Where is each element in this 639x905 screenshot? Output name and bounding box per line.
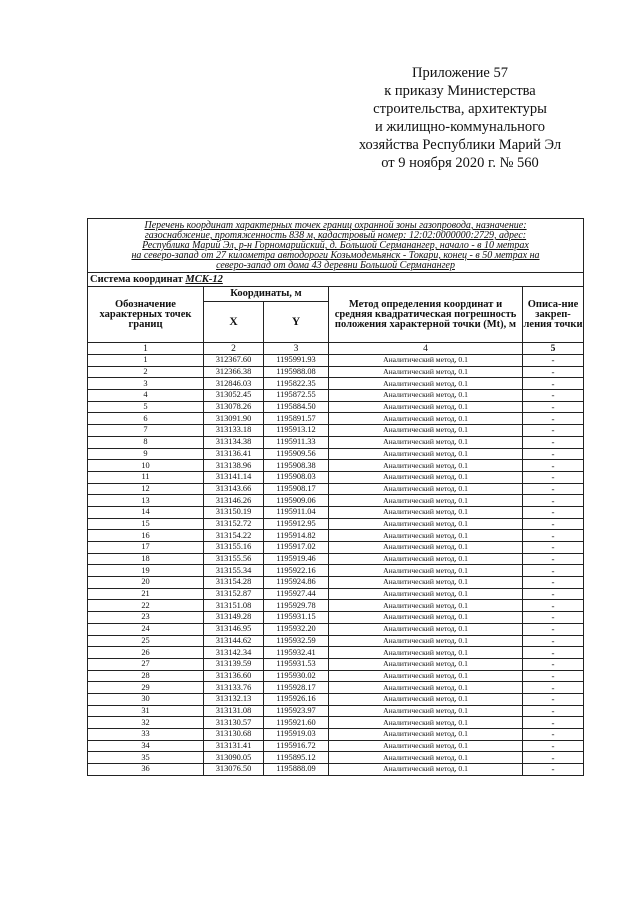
method: Аналитический метод, 0.1	[329, 495, 523, 507]
coordinate-x: 313144.62	[204, 635, 264, 647]
table-row	[88, 483, 584, 495]
table-row	[88, 355, 584, 367]
coordinate-y: 1195912.95	[264, 518, 329, 530]
table-row	[88, 460, 584, 472]
coordinate-x: 313138.96	[204, 460, 264, 472]
fixing-description: -	[523, 658, 584, 670]
table-row	[88, 577, 584, 589]
method: Аналитический метод, 0.1	[329, 670, 523, 682]
point-number: 5	[88, 401, 204, 413]
table-row	[88, 378, 584, 390]
coordinate-y: 1195908.38	[264, 460, 329, 472]
table-row	[88, 495, 584, 507]
coordinate-y: 1195872.55	[264, 390, 329, 402]
coordinate-y: 1195926.16	[264, 693, 329, 705]
table-row	[88, 682, 584, 694]
header-designation: Обозначение характерных точек границ	[88, 287, 204, 343]
point-number: 35	[88, 752, 204, 764]
point-number: 30	[88, 693, 204, 705]
method: Аналитический метод, 0.1	[329, 530, 523, 542]
coordinate-y: 1195909.56	[264, 448, 329, 460]
header-line: от 9 ноября 2020 г. № 560	[381, 155, 539, 171]
coordinate-x: 313078.26	[204, 401, 264, 413]
point-number: 18	[88, 553, 204, 565]
method: Аналитический метод, 0.1	[329, 436, 523, 448]
table-row	[88, 600, 584, 612]
coordinate-x: 313141.14	[204, 471, 264, 483]
coordinate-y: 1195922.16	[264, 565, 329, 577]
coordinate-y: 1195891.57	[264, 413, 329, 425]
header-line: хозяйства Республики Марий Эл	[358, 137, 562, 153]
point-number: 31	[88, 705, 204, 717]
table-row	[88, 612, 584, 624]
method: Аналитический метод, 0.1	[329, 623, 523, 635]
coordinate-y: 1195931.53	[264, 658, 329, 670]
coordinate-system-row	[88, 273, 584, 287]
fixing-description: -	[523, 612, 584, 624]
coordinate-y: 1195991.93	[264, 355, 329, 367]
table-row	[88, 658, 584, 670]
fixing-description: -	[523, 588, 584, 600]
table-row	[88, 565, 584, 577]
method: Аналитический метод, 0.1	[329, 764, 523, 776]
title-line: газоснабжение, протяженность 838 м, кадастровый номер: 12:02:0000000:2729, адрес:	[144, 230, 527, 241]
point-number: 28	[88, 670, 204, 682]
coordinate-y: 1195911.04	[264, 506, 329, 518]
point-number: 25	[88, 635, 204, 647]
table-row	[88, 436, 584, 448]
header-method: Метод определения координат и средняя квадратическая погрешность положения характерной точки (Mt), м	[329, 287, 523, 343]
table-row	[88, 413, 584, 425]
coordinate-system-label: Система координат	[90, 273, 183, 285]
table-row	[88, 506, 584, 518]
coordinate-x: 313155.16	[204, 542, 264, 554]
coordinate-x: 313091.90	[204, 413, 264, 425]
coordinate-x: 312367.60	[204, 355, 264, 367]
coordinate-y: 1195916.72	[264, 740, 329, 752]
table-row	[88, 448, 584, 460]
table-row	[88, 717, 584, 729]
table-row	[88, 530, 584, 542]
coordinate-x: 313131.41	[204, 740, 264, 752]
coordinate-system-name: МСК-12	[185, 273, 223, 285]
coordinate-x: 313090.05	[204, 752, 264, 764]
coordinates-table	[87, 218, 584, 776]
table-row	[88, 740, 584, 752]
point-number: 10	[88, 460, 204, 472]
method: Аналитический метод, 0.1	[329, 740, 523, 752]
point-number: 23	[88, 612, 204, 624]
method: Аналитический метод, 0.1	[329, 612, 523, 624]
point-number: 13	[88, 495, 204, 507]
column-number: 4	[329, 343, 523, 355]
table-row	[88, 729, 584, 741]
coordinate-y: 1195908.03	[264, 471, 329, 483]
coordinate-y: 1195919.03	[264, 729, 329, 741]
coordinate-x: 313146.95	[204, 623, 264, 635]
table-row	[88, 471, 584, 483]
coordinate-x: 313133.76	[204, 682, 264, 694]
coordinate-x: 313132.13	[204, 693, 264, 705]
table-title	[88, 219, 584, 273]
table-row	[88, 518, 584, 530]
column-number-row	[88, 343, 584, 355]
title-line: Республика Марий Эл, р-н Горномарийский, д. Большой Серманангер, начало - в 10 метрах	[142, 240, 529, 251]
column-number: 5	[523, 343, 584, 355]
fixing-description: -	[523, 495, 584, 507]
fixing-description: -	[523, 436, 584, 448]
point-number: 36	[88, 764, 204, 776]
fixing-description: -	[523, 600, 584, 612]
point-number: 17	[88, 542, 204, 554]
method: Аналитический метод, 0.1	[329, 717, 523, 729]
coordinate-x: 313146.26	[204, 495, 264, 507]
point-number: 24	[88, 623, 204, 635]
header-row	[88, 287, 584, 302]
point-number: 20	[88, 577, 204, 589]
fixing-description: -	[523, 542, 584, 554]
table-row	[88, 425, 584, 437]
method: Аналитический метод, 0.1	[329, 390, 523, 402]
header-line: к приказу Министерства	[384, 83, 536, 99]
fixing-description: -	[523, 565, 584, 577]
coordinate-y: 1195930.02	[264, 670, 329, 682]
fixing-description: -	[523, 682, 584, 694]
coordinate-x: 313151.08	[204, 600, 264, 612]
method: Аналитический метод, 0.1	[329, 460, 523, 472]
fixing-description: -	[523, 717, 584, 729]
coordinate-y: 1195932.59	[264, 635, 329, 647]
fixing-description: -	[523, 355, 584, 367]
point-number: 9	[88, 448, 204, 460]
method: Аналитический метод, 0.1	[329, 378, 523, 390]
table-row	[88, 588, 584, 600]
method: Аналитический метод, 0.1	[329, 425, 523, 437]
fixing-description: -	[523, 448, 584, 460]
coordinate-x: 313130.57	[204, 717, 264, 729]
coordinate-y: 1195932.41	[264, 647, 329, 659]
method: Аналитический метод, 0.1	[329, 658, 523, 670]
table-row	[88, 401, 584, 413]
point-number: 12	[88, 483, 204, 495]
coordinate-y: 1195884.50	[264, 401, 329, 413]
point-number: 15	[88, 518, 204, 530]
fixing-description: -	[523, 740, 584, 752]
fixing-description: -	[523, 635, 584, 647]
coordinate-x: 313142.34	[204, 647, 264, 659]
method: Аналитический метод, 0.1	[329, 401, 523, 413]
header-y: Y	[264, 302, 329, 343]
coordinate-y: 1195932.20	[264, 623, 329, 635]
method: Аналитический метод, 0.1	[329, 588, 523, 600]
coordinate-y: 1195988.08	[264, 366, 329, 378]
point-number: 21	[88, 588, 204, 600]
point-number: 4	[88, 390, 204, 402]
fixing-description: -	[523, 764, 584, 776]
coordinate-y: 1195919.46	[264, 553, 329, 565]
title-line: северо-запад от дома 43 деревни Большой Серманангер	[216, 260, 455, 271]
point-number: 3	[88, 378, 204, 390]
fixing-description: -	[523, 460, 584, 472]
point-number: 11	[88, 471, 204, 483]
table-row	[88, 647, 584, 659]
title-line: на северо-запад от 27 километра автодороги Козьмодемьянск - Токари, конец - в 50 метрах на	[131, 250, 540, 261]
fixing-description: -	[523, 425, 584, 437]
title-line: Перечень координат характерных точек границ охранной зоны газопровода, назначение:	[144, 220, 527, 231]
method: Аналитический метод, 0.1	[329, 366, 523, 378]
coordinate-x: 313133.18	[204, 425, 264, 437]
table-row	[88, 705, 584, 717]
coordinate-y: 1195895.12	[264, 752, 329, 764]
coordinate-x: 313076.50	[204, 764, 264, 776]
point-number: 16	[88, 530, 204, 542]
point-number: 1	[88, 355, 204, 367]
coordinate-x: 313130.68	[204, 729, 264, 741]
point-number: 6	[88, 413, 204, 425]
coordinate-x: 313150.19	[204, 506, 264, 518]
fixing-description: -	[523, 366, 584, 378]
method: Аналитический метод, 0.1	[329, 506, 523, 518]
method: Аналитический метод, 0.1	[329, 600, 523, 612]
appendix-header	[340, 64, 580, 172]
fixing-description: -	[523, 471, 584, 483]
table-row	[88, 764, 584, 776]
point-number: 29	[88, 682, 204, 694]
coordinate-x: 313149.28	[204, 612, 264, 624]
header-coordinates: Координаты, м	[204, 287, 329, 302]
header-description: Описа-ние закреп-ления точки	[523, 287, 584, 343]
method: Аналитический метод, 0.1	[329, 705, 523, 717]
column-number: 2	[204, 343, 264, 355]
coordinate-y: 1195931.15	[264, 612, 329, 624]
table-row	[88, 752, 584, 764]
fixing-description: -	[523, 647, 584, 659]
fixing-description: -	[523, 413, 584, 425]
coordinate-x: 313152.72	[204, 518, 264, 530]
method: Аналитический метод, 0.1	[329, 542, 523, 554]
method: Аналитический метод, 0.1	[329, 693, 523, 705]
coordinate-x: 313136.41	[204, 448, 264, 460]
method: Аналитический метод, 0.1	[329, 518, 523, 530]
table-row	[88, 623, 584, 635]
fixing-description: -	[523, 518, 584, 530]
method: Аналитический метод, 0.1	[329, 682, 523, 694]
coordinate-system	[88, 273, 584, 287]
fixing-description: -	[523, 623, 584, 635]
fixing-description: -	[523, 401, 584, 413]
method: Аналитический метод, 0.1	[329, 577, 523, 589]
point-number: 19	[88, 565, 204, 577]
coordinate-y: 1195911.33	[264, 436, 329, 448]
method: Аналитический метод, 0.1	[329, 355, 523, 367]
coordinate-y: 1195914.82	[264, 530, 329, 542]
coordinate-y: 1195929.78	[264, 600, 329, 612]
coordinate-x: 313131.08	[204, 705, 264, 717]
method: Аналитический метод, 0.1	[329, 729, 523, 741]
table-row	[88, 635, 584, 647]
point-number: 34	[88, 740, 204, 752]
coordinate-y: 1195921.60	[264, 717, 329, 729]
coordinate-x: 312846.03	[204, 378, 264, 390]
fixing-description: -	[523, 729, 584, 741]
method: Аналитический метод, 0.1	[329, 565, 523, 577]
fixing-description: -	[523, 506, 584, 518]
table-row	[88, 366, 584, 378]
point-number: 27	[88, 658, 204, 670]
method: Аналитический метод, 0.1	[329, 413, 523, 425]
coordinate-y: 1195908.17	[264, 483, 329, 495]
point-number: 22	[88, 600, 204, 612]
coordinate-y: 1195909.06	[264, 495, 329, 507]
table-row	[88, 670, 584, 682]
method: Аналитический метод, 0.1	[329, 635, 523, 647]
header-line: и жилищно-коммунального	[374, 119, 546, 135]
method: Аналитический метод, 0.1	[329, 647, 523, 659]
coordinate-x: 313139.59	[204, 658, 264, 670]
point-number: 8	[88, 436, 204, 448]
fixing-description: -	[523, 577, 584, 589]
point-number: 33	[88, 729, 204, 741]
header-x: X	[204, 302, 264, 343]
fixing-description: -	[523, 378, 584, 390]
method: Аналитический метод, 0.1	[329, 483, 523, 495]
table-row	[88, 693, 584, 705]
coordinate-x: 313052.45	[204, 390, 264, 402]
fixing-description: -	[523, 483, 584, 495]
coordinate-x: 313143.66	[204, 483, 264, 495]
point-number: 26	[88, 647, 204, 659]
fixing-description: -	[523, 530, 584, 542]
coordinate-x: 313154.28	[204, 577, 264, 589]
header-line: строительства, архитектуры	[373, 101, 547, 117]
point-number: 7	[88, 425, 204, 437]
header-line: Приложение 57	[412, 65, 508, 81]
method: Аналитический метод, 0.1	[329, 752, 523, 764]
coordinate-x: 313134.38	[204, 436, 264, 448]
point-number: 14	[88, 506, 204, 518]
fixing-description: -	[523, 693, 584, 705]
fixing-description: -	[523, 553, 584, 565]
table-title-row	[88, 219, 584, 273]
coordinate-y: 1195927.44	[264, 588, 329, 600]
coordinate-y: 1195917.02	[264, 542, 329, 554]
method: Аналитический метод, 0.1	[329, 471, 523, 483]
fixing-description: -	[523, 705, 584, 717]
table-row	[88, 542, 584, 554]
point-number: 2	[88, 366, 204, 378]
coordinate-x: 313155.56	[204, 553, 264, 565]
coordinate-x: 313154.22	[204, 530, 264, 542]
table-row	[88, 553, 584, 565]
method: Аналитический метод, 0.1	[329, 448, 523, 460]
coordinate-y: 1195888.09	[264, 764, 329, 776]
fixing-description: -	[523, 670, 584, 682]
column-number: 3	[264, 343, 329, 355]
coordinate-y: 1195928.17	[264, 682, 329, 694]
coordinate-y: 1195924.86	[264, 577, 329, 589]
fixing-description: -	[523, 752, 584, 764]
table-row	[88, 390, 584, 402]
method: Аналитический метод, 0.1	[329, 553, 523, 565]
coordinate-x: 313155.34	[204, 565, 264, 577]
coordinate-x: 313152.87	[204, 588, 264, 600]
coordinate-x: 313136.60	[204, 670, 264, 682]
point-number: 32	[88, 717, 204, 729]
coordinate-y: 1195913.12	[264, 425, 329, 437]
coordinate-y: 1195923.97	[264, 705, 329, 717]
fixing-description: -	[523, 390, 584, 402]
column-number: 1	[88, 343, 204, 355]
coordinate-x: 312366.38	[204, 366, 264, 378]
coordinate-y: 1195822.35	[264, 378, 329, 390]
